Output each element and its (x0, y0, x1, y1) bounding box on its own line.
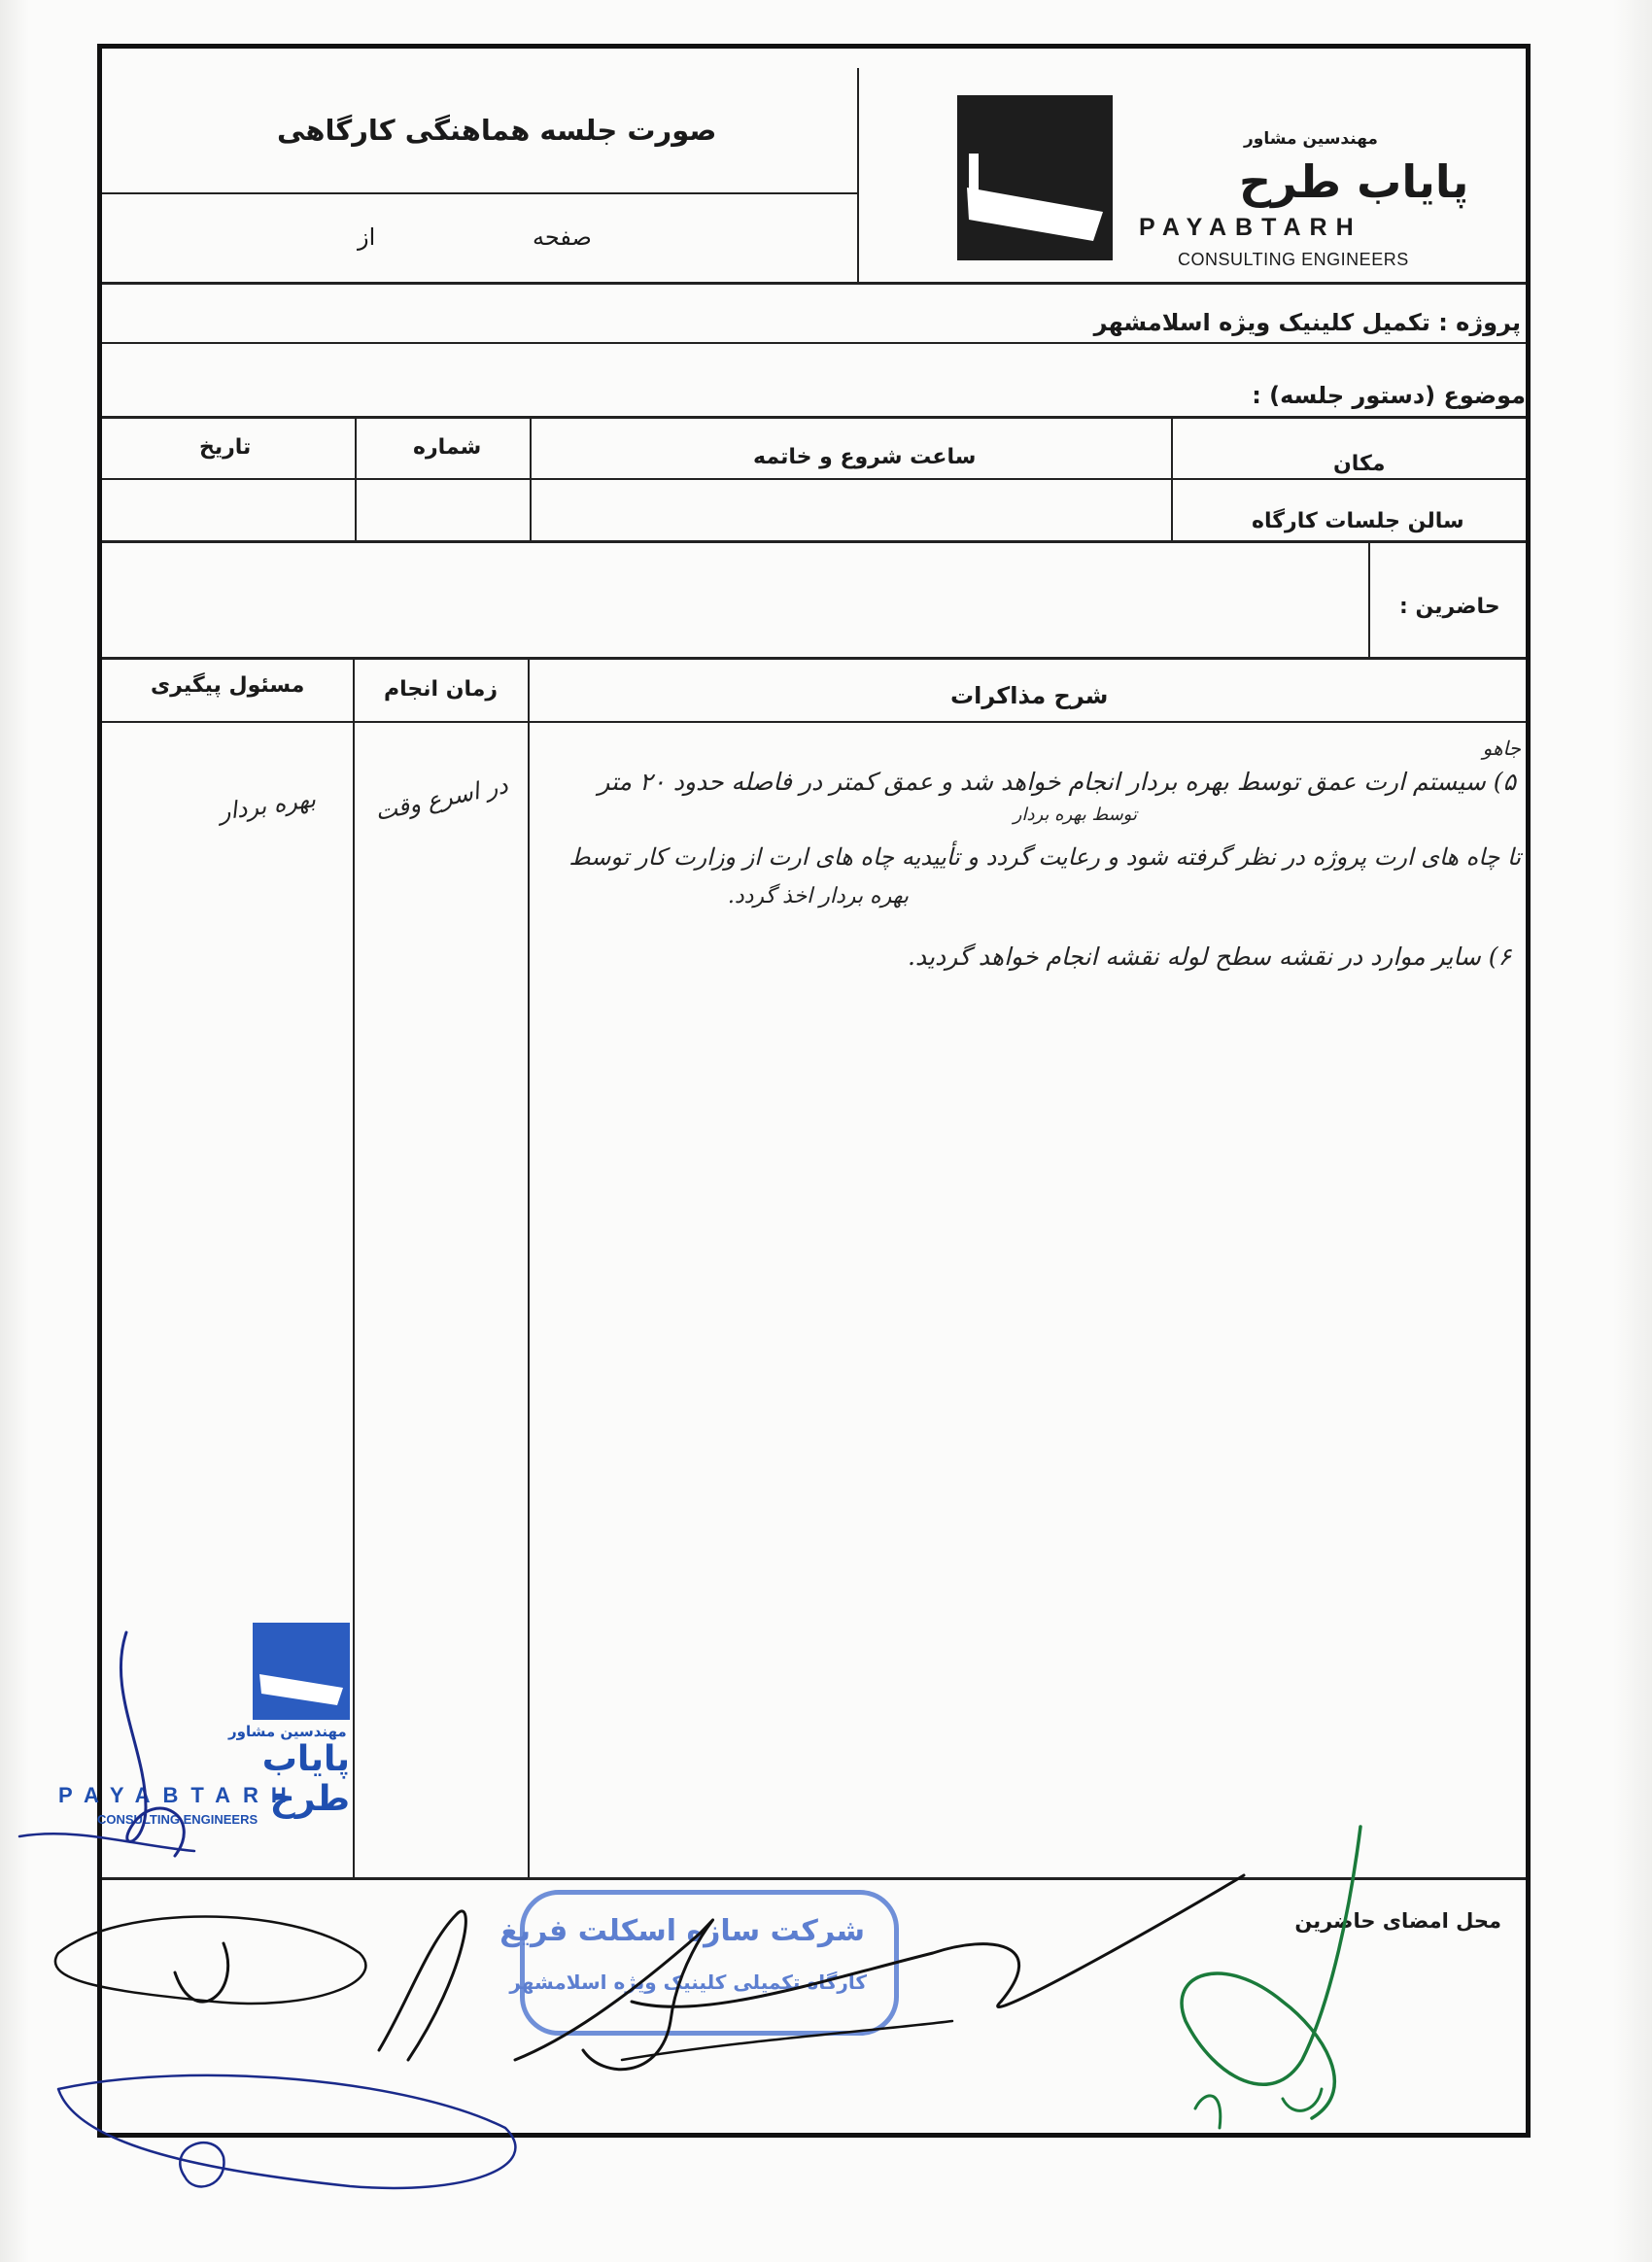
place-value: سالن جلسات کارگاه (1252, 509, 1464, 533)
responsible-header: مسئول پیگیری (151, 673, 305, 698)
minutes-line-5: ۶) سایر موارد در نقشه سطح لوله نقشه انجام خواهد گردید. (907, 942, 1511, 971)
minutes-line-3: تا چاه های ارت پروژه در نظر گرفته شود و رعایت گردد و تأییدیه چاه های ارت از وزارت کار توسط (568, 843, 1521, 871)
place-header: مکان (1333, 452, 1386, 476)
contractor-stamp-line1: شرکت سازه اسکلت فریغ (499, 1914, 865, 1948)
stamp-name-en: PAYABTARH (58, 1783, 299, 1807)
minutes-line-4: بهره بردار اخذ گردد. (727, 884, 909, 908)
deadline-value: در اسرع وقت (372, 771, 510, 827)
subject-label: موضوع (دستور جلسه) : (1252, 382, 1526, 409)
minutes-line-0: جاهو (1482, 737, 1521, 760)
logo-subtitle: مهندسین مشاور (1244, 129, 1378, 149)
logo-name-en: PAYABTARH (1139, 214, 1362, 241)
minutes-line-2: توسط بهره بردار (1013, 805, 1137, 825)
stamp-name-fa: پایاب طرح (261, 1739, 350, 1819)
form-title: صورت جلسه هماهنگی کارگاهی (277, 114, 717, 147)
time-header: ساعت شروع و خاتمه (753, 445, 977, 469)
number-header: شماره (413, 435, 482, 460)
description-header: شرح مذاکرات (950, 682, 1109, 709)
stamp-subtitle: مهندسین مشاور (228, 1723, 347, 1740)
deadline-header: زمان انجام (384, 677, 499, 702)
responsible-value: بهره بردار (217, 785, 318, 826)
logo-name-fa: پایاب طرح (1239, 155, 1469, 208)
date-header: تاریخ (199, 435, 252, 460)
logo-tagline: CONSULTING ENGINEERS (1178, 250, 1409, 269)
of-label: از (358, 223, 376, 251)
attendees-label: حاضرین : (1399, 595, 1500, 619)
contractor-stamp-line2: کارگاه تکمیلی کلینیک ویژه اسلامشهر (509, 1971, 867, 1994)
page-label: صفحه (533, 223, 592, 251)
signatures-label: محل امضای حاضرین (1294, 1909, 1501, 1933)
stamp-tagline: CONSULTING ENGINEERS (97, 1812, 258, 1827)
project-label: پروژه : تکمیل کلینیک ویژه اسلامشهر (1093, 309, 1521, 336)
minutes-line-1: ۵) سیستم ارت عمق توسط بهره بردار انجام خواهد شد و عمق کمتر در فاصله حدود ۲۰ متر (598, 768, 1516, 796)
